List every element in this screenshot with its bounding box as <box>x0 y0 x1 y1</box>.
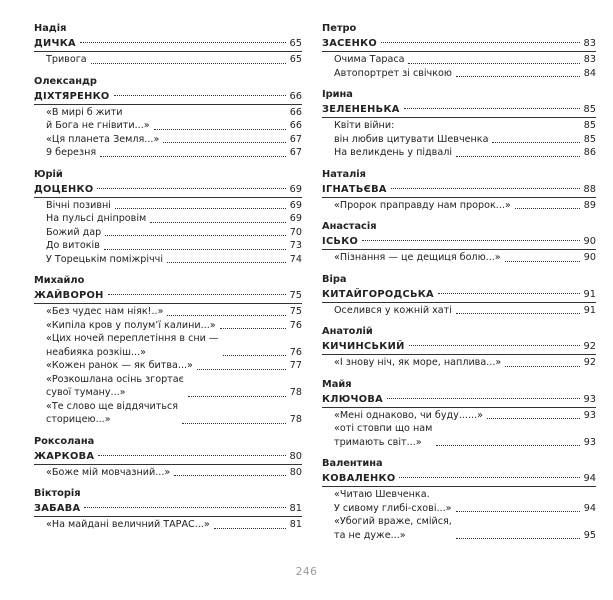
dot-leader <box>456 313 580 314</box>
author-first-name: Наталія <box>322 168 366 180</box>
dot-leader <box>154 129 286 130</box>
work-page-number: 65 <box>289 54 302 65</box>
dot-leader <box>167 315 285 316</box>
work-title: «Кипіла кров у полум’ї калини...» <box>46 319 216 331</box>
page-number: 246 <box>295 566 318 578</box>
author-surname: ЖАЙВОРОН <box>34 290 104 301</box>
author-page-number: 66 <box>289 90 302 102</box>
work-page-number: 80 <box>289 466 302 478</box>
work-entry <box>334 409 596 423</box>
author-surname-line <box>322 36 596 51</box>
work-entry <box>46 253 302 267</box>
work-page-number: 93 <box>583 436 596 448</box>
work-title: «Цих ночей переплетіння в сни — неабияка розкіш...» <box>46 333 219 358</box>
work-title: До витоків <box>46 240 100 251</box>
work-entry <box>46 518 302 532</box>
work-page-number: 91 <box>583 304 596 316</box>
work-page-number: 78 <box>289 387 302 398</box>
work-page-number: 75 <box>289 306 302 317</box>
work-title: «Пізнання — це дещиця болю...» <box>334 252 501 263</box>
dot-leader <box>436 445 579 446</box>
work-page-number: 94 <box>583 502 596 514</box>
work-title: «оті стовпи що нам тримають світ...» <box>334 423 433 448</box>
work-entry <box>334 356 596 370</box>
author-entry <box>34 274 302 427</box>
dot-leader <box>456 538 580 539</box>
author-surname-line <box>322 102 596 117</box>
author-surname-line <box>322 339 596 354</box>
author-page-number: 92 <box>583 341 596 352</box>
author-entry <box>322 88 596 160</box>
author-page-number: 81 <box>289 503 302 514</box>
works-list <box>322 197 596 213</box>
author-surname: ЗЕЛЕНЕНЬКА <box>322 104 400 115</box>
author-surname: КЛЮЧОВА <box>322 393 384 405</box>
author-page-number: 93 <box>583 393 596 405</box>
author-surname: ЗАБАВА <box>34 503 81 514</box>
work-title: Квіти війни: він любив цитувати Шевченка <box>334 120 489 145</box>
work-entry <box>46 146 302 160</box>
author-surname: ДОЦЕНКО <box>34 183 94 195</box>
work-title: «Ця планета Земля...» <box>46 133 160 145</box>
work-title: «Боже мій мовчазний...» <box>46 466 171 478</box>
dot-leader <box>404 108 580 109</box>
author-page-number: 91 <box>583 288 596 300</box>
work-entry <box>46 133 302 147</box>
author-entry <box>322 168 596 213</box>
author-page-number: 75 <box>289 290 302 301</box>
author-surname: ЗАСЕНКО <box>322 38 378 49</box>
author-entry <box>34 435 302 480</box>
author-surname-line <box>322 392 596 407</box>
work-page-number: 86 <box>583 147 596 158</box>
author-entry <box>322 22 596 80</box>
work-entry <box>46 239 302 253</box>
work-page-number: 95 <box>583 529 596 541</box>
work-page-number: 70 <box>289 226 302 238</box>
author-surname-line <box>322 287 596 302</box>
dot-leader <box>505 261 580 262</box>
work-entry <box>46 400 302 427</box>
dot-leader <box>456 76 580 77</box>
work-title: «Читаю Шевченка. У сивому глибі-схові...» <box>334 489 452 514</box>
author-first-name: Олександр <box>34 75 97 87</box>
author-entry <box>34 487 302 532</box>
dot-leader <box>115 208 286 209</box>
work-page-number: 69 <box>289 199 302 211</box>
contents-right-column <box>322 22 596 550</box>
work-page-number: 78 <box>289 414 302 425</box>
works-list <box>322 51 596 80</box>
works-list <box>322 302 596 318</box>
author-surname-line <box>34 449 302 464</box>
work-entry <box>46 359 302 373</box>
dot-leader <box>188 396 286 397</box>
work-page-number: 74 <box>289 253 302 265</box>
dot-leader <box>381 42 579 43</box>
works-list <box>34 516 302 532</box>
author-surname: ІСЬКО <box>322 236 359 247</box>
work-page-number: 90 <box>583 252 596 263</box>
dot-leader <box>223 355 286 356</box>
work-title: Божий дар <box>46 226 102 238</box>
dot-leader <box>391 188 580 189</box>
work-title: «Без чудес нам ніяк!..» <box>46 306 164 317</box>
author-surname: КИТАЙГОРОДСЬКА <box>322 288 434 300</box>
dot-leader <box>220 328 286 329</box>
work-entry <box>334 488 596 515</box>
author-entry <box>322 325 596 370</box>
work-page-number: 85 <box>583 133 596 145</box>
author-entry <box>322 457 596 542</box>
work-entry <box>46 53 302 67</box>
work-entry <box>46 226 302 240</box>
author-surname-line <box>322 471 596 486</box>
author-surname: ІГНАТЬЄВА <box>322 183 387 195</box>
author-entry <box>322 220 596 265</box>
dot-leader <box>492 142 579 143</box>
author-first-name: Анатолій <box>322 326 373 337</box>
work-page-number: 92 <box>583 357 596 368</box>
work-title: У Торецькім поміжріччі <box>46 253 163 265</box>
work-title: Очима Тараса <box>334 54 405 65</box>
author-surname-line <box>322 234 596 249</box>
work-page-number: 67 <box>289 133 302 145</box>
work-title: На пульсі дніпровім <box>46 213 147 224</box>
works-list <box>34 104 302 160</box>
dot-leader <box>505 366 580 367</box>
work-title: Вічні позивні <box>46 199 111 211</box>
dot-leader <box>182 423 286 424</box>
author-first-name: Надія <box>34 23 67 34</box>
dot-leader <box>150 222 286 223</box>
dot-leader <box>214 528 286 529</box>
work-entry <box>334 199 596 213</box>
dot-leader <box>91 63 286 64</box>
author-first-name: Анастасія <box>322 221 377 232</box>
work-title: Тривога <box>46 54 87 65</box>
author-surname-line <box>322 182 596 197</box>
author-surname-line <box>34 36 302 51</box>
author-entry <box>322 273 596 318</box>
dot-leader <box>167 262 286 263</box>
author-page-number: 80 <box>289 450 302 462</box>
dot-leader <box>408 63 579 64</box>
work-entry <box>334 251 596 265</box>
works-list <box>322 249 596 265</box>
work-title: «Те слово ще віддячиться сторицею...» <box>46 400 179 425</box>
author-first-name: Ірина <box>322 89 353 100</box>
work-entry <box>334 515 596 542</box>
work-title: На великдень у підвалі <box>334 147 453 158</box>
work-title: 9 березня <box>46 147 97 158</box>
work-title: «На майдані величний ТАРАС...» <box>46 519 210 530</box>
work-start-page-number: 85 <box>583 120 596 131</box>
work-page-number: 81 <box>289 519 302 530</box>
author-entry <box>34 168 302 267</box>
works-list <box>34 197 302 267</box>
author-first-name: Вікторія <box>34 488 81 499</box>
author-surname-line <box>34 501 302 516</box>
work-page-number: 84 <box>583 67 596 79</box>
dot-leader <box>387 398 579 399</box>
work-page-number: 89 <box>583 199 596 211</box>
works-list <box>322 407 596 450</box>
dot-leader <box>515 208 580 209</box>
author-first-name: Юрій <box>34 168 63 180</box>
author-first-name: Петро <box>322 23 357 34</box>
work-entry <box>46 466 302 480</box>
works-list <box>34 51 302 67</box>
dot-leader <box>362 240 579 241</box>
author-surname: ДИЧКА <box>34 38 76 49</box>
work-page-number: 83 <box>583 54 596 65</box>
work-title: Автопортрет зі свічкою <box>334 67 452 79</box>
dot-leader <box>456 511 580 512</box>
author-page-number: 65 <box>289 38 302 49</box>
work-entry <box>46 373 302 400</box>
works-list <box>322 354 596 370</box>
author-surname-line <box>34 89 302 104</box>
work-entry <box>46 199 302 213</box>
work-entry <box>46 212 302 226</box>
work-title: «Мені однаково, чи буду......» <box>334 409 484 421</box>
dot-leader <box>104 249 286 250</box>
author-entry <box>34 22 302 67</box>
author-first-name: Віра <box>322 273 347 285</box>
author-surname: ДІХТЯРЕНКО <box>34 90 110 102</box>
work-entry <box>334 67 596 81</box>
dot-leader <box>108 294 286 295</box>
dot-leader <box>174 475 286 476</box>
work-title: Оселився у кожній хаті <box>334 304 452 316</box>
author-page-number: 94 <box>583 473 596 484</box>
author-page-number: 90 <box>583 236 596 247</box>
dot-leader <box>438 293 580 294</box>
dot-leader <box>487 418 580 419</box>
dot-leader <box>105 235 286 236</box>
dot-leader <box>80 42 286 43</box>
work-title: «В мирі б жити й Бога не гнівити...» <box>46 106 150 131</box>
dot-leader <box>98 455 285 456</box>
work-page-number: 76 <box>289 319 302 331</box>
works-list <box>34 303 302 427</box>
author-entry <box>34 75 302 160</box>
dot-leader <box>456 156 580 157</box>
author-page-number: 83 <box>583 38 596 49</box>
dot-leader <box>100 156 286 157</box>
work-page-number: 67 <box>289 147 302 158</box>
work-entry <box>46 106 302 133</box>
work-entry <box>334 53 596 67</box>
author-surname: ЖАРКОВА <box>34 450 95 462</box>
author-surname-line <box>34 288 302 303</box>
dot-leader <box>399 477 579 478</box>
author-page-number: 88 <box>583 183 596 195</box>
author-surname: КИЧИНСЬКИЙ <box>322 341 405 352</box>
works-list <box>322 486 596 542</box>
work-page-number: 76 <box>289 346 302 358</box>
work-entry <box>46 319 302 333</box>
contents-left-column <box>34 22 302 540</box>
work-page-number: 93 <box>583 409 596 421</box>
author-page-number: 69 <box>289 183 302 195</box>
author-first-name: Роксолана <box>34 435 95 447</box>
work-start-page-number: 66 <box>289 106 302 118</box>
author-first-name: Михайло <box>34 275 85 286</box>
work-title: «І знову ніч, як море, наплива...» <box>334 357 502 368</box>
work-entry <box>46 332 302 359</box>
work-title: «Пророк праправду нам пророк...» <box>334 199 511 211</box>
work-entry <box>334 304 596 318</box>
dot-leader <box>84 507 285 508</box>
work-page-number: 77 <box>289 360 302 371</box>
works-list <box>34 464 302 480</box>
dot-leader <box>163 142 285 143</box>
work-page-number: 73 <box>289 240 302 251</box>
work-entry <box>334 422 596 449</box>
work-title: «Убогий враже, смійся, та не дуже...» <box>334 516 452 541</box>
works-list <box>322 117 596 160</box>
work-title: «Кожен ранок — як битва...» <box>46 360 193 371</box>
author-page-number: 85 <box>583 104 596 115</box>
dot-leader <box>409 345 580 346</box>
work-page-number: 66 <box>289 120 302 131</box>
author-surname-line <box>34 182 302 197</box>
work-entry <box>46 305 302 319</box>
work-entry <box>334 146 596 160</box>
author-surname: КОВАЛЕНКО <box>322 473 396 484</box>
dot-leader <box>97 188 285 189</box>
author-entry <box>322 378 596 450</box>
work-page-number: 69 <box>289 213 302 224</box>
work-entry <box>334 119 596 146</box>
dot-leader <box>197 369 286 370</box>
work-title: «Розкошлана осінь згортає сувої туману...» <box>46 373 184 398</box>
dot-leader <box>114 95 286 96</box>
author-first-name: Валентина <box>322 458 383 469</box>
author-first-name: Майя <box>322 378 352 390</box>
